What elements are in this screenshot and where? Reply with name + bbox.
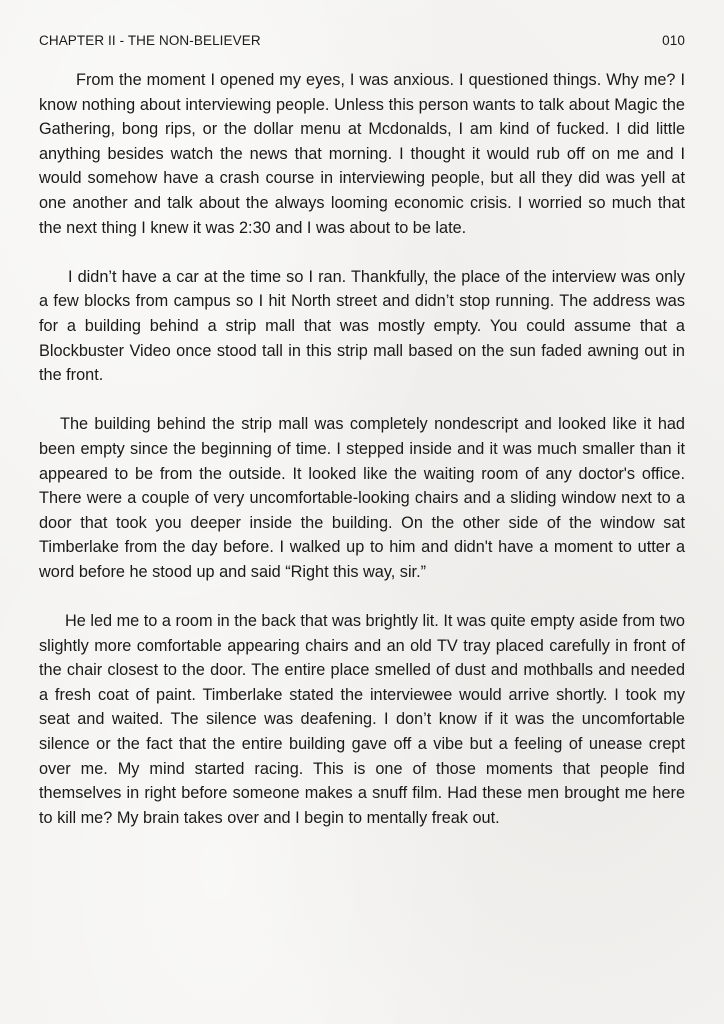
body-text [39,68,685,830]
paragraph-3: The building behind the strip mall was completely nondescript and looked like it had been empty since the beginning of time. I stepped inside and it was much smaller than it appeared to be from the outside. It looked like the waiting room of any doctor's office. There were a couple of very uncomfortable-looking chairs and a sliding window next to a door that took you deeper inside the building. On the other side of the window sat Timberlake from the day before. I walked up to him and didn't have a moment to utter a word before he stood up and said “Right this way, sir.” [39,415,685,581]
paragraph-4: He led me to a room in the back that was brightly lit. It was quite empty aside from two slightly more comfortable appearing chairs and an old TV tray placed carefully in front of the chair closest to the door. The entire place smelled of dust and mothballs and needed a fresh coat of paint. Timberlake stated the interviewee would arrive shortly. I took my seat and waited. The silence was deafening. I don’t know if it was the uncomfortable silence or the fact that the entire building gave off a vibe but a feeling of unease crept over me. My mind started racing. This is one of those moments that people find themselves in right before someone makes a snuff film. Had these men brought me here to kill me? My brain takes over and I begin to mentally freak out. [39,612,685,827]
page-number: 010 [662,33,685,48]
chapter-title: CHAPTER II - THE NON-BELIEVER [39,33,261,48]
paragraph-2: I didn’t have a car at the time so I ran. Thankfully, the place of the interview was only a few blocks from campus so I hit North street and didn’t stop running. The address was for a building behind a strip mall that was mostly empty. You could assume that a Blockbuster Video once stood tall in this strip mall based on the sun faded awning out in the front. [39,267,685,385]
paragraph-1: From the moment I opened my eyes, I was anxious. I questioned things. Why me? I know nothing about interviewing people. Unless this person wants to talk about Magic the Gathering, bong rips, or the dollar menu at Mcdonalds, I am kind of fucked. I did little anything besides watch the news that morning. I thought it would rub off on me and I would somehow have a crash course in interviewing people, but all they did was yell at one another and talk about the always looming economic crisis. I worried so much that the next thing I knew it was 2:30 and I was about to be late. [39,71,685,237]
running-header [39,33,685,53]
